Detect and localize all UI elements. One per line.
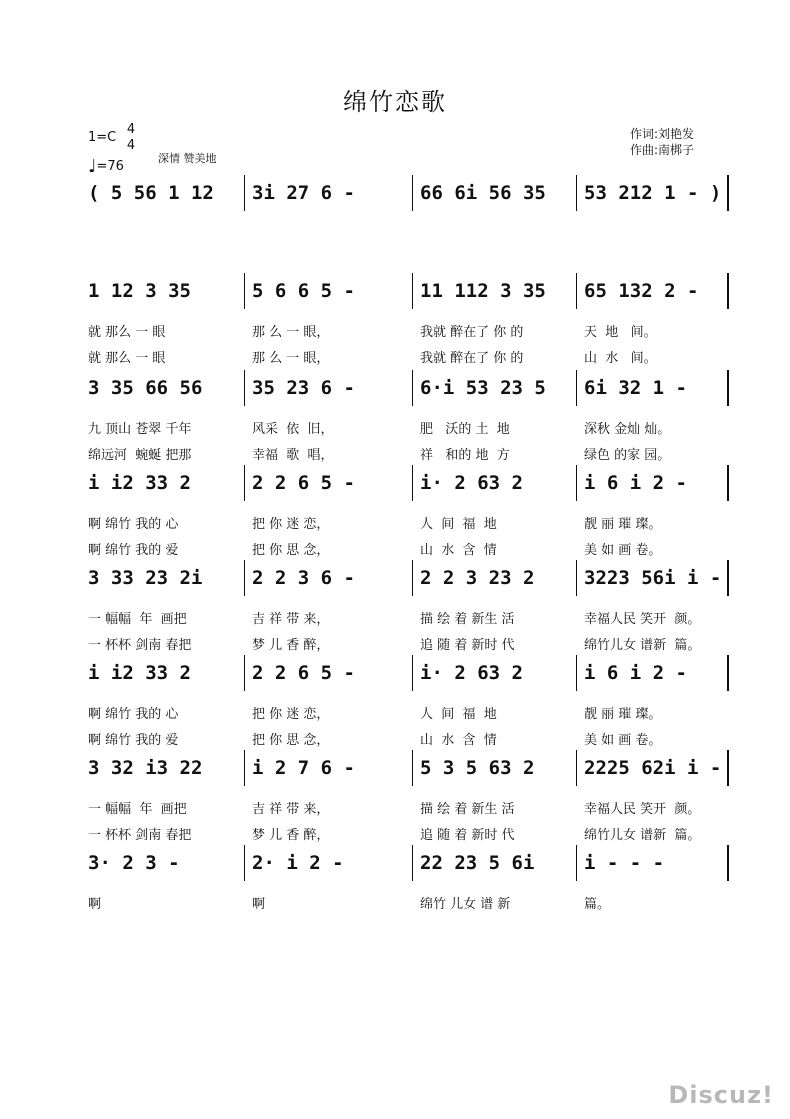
- lyric-line: 啊 绵竹 我的 爱: [88, 733, 179, 748]
- lyric-line: 啊: [252, 897, 266, 912]
- measure: ( 5 56 1 12: [88, 182, 214, 204]
- lyric-line: 啊 绵竹 我的 心: [88, 517, 179, 532]
- lyric-line: 靓 丽 璀 璨。: [584, 517, 662, 532]
- lyric-line: 描 绘 着 新生 活: [420, 612, 515, 627]
- bar-line: [727, 845, 729, 881]
- bar-line: [244, 845, 245, 881]
- measure: 2 2 6 5 -: [252, 472, 355, 494]
- bar-line: [412, 845, 413, 881]
- measure: 1 12 3 35: [88, 280, 191, 302]
- lyric-line: 追 随 着 新时 代: [420, 828, 515, 843]
- bar-line: [727, 465, 729, 501]
- measure: 3i 27 6 -: [252, 182, 355, 204]
- lyric-line: 绵竹 儿女 谱 新: [420, 897, 511, 912]
- lyric-line: 人 间 福 地: [420, 517, 497, 532]
- bar-line: [244, 560, 245, 596]
- lyric-line: 那 么 一 眼，: [252, 325, 330, 340]
- measure: 11 112 3 35: [420, 280, 546, 302]
- measure: 5 3 5 63 2: [420, 757, 535, 779]
- bar-line: [412, 750, 413, 786]
- lyric-line: 祥 和的 地 方: [420, 448, 510, 463]
- song-title: 绵竹恋歌: [343, 88, 447, 116]
- measure: 3 35 66 56: [88, 377, 203, 399]
- lyric-line: 梦 儿 香 醉，: [252, 828, 330, 843]
- bar-line: [244, 370, 245, 406]
- measure: i 6 i 2 -: [584, 472, 687, 494]
- notes-row: [80, 370, 730, 406]
- measure: 3· 2 3 -: [88, 852, 180, 874]
- lyric-line: 啊 绵竹 我的 心: [88, 707, 179, 722]
- bar-line: [576, 845, 577, 881]
- lyric-line: 一 幅幅 年 画把: [88, 612, 187, 627]
- lyric-line: 就 那么 一 眼: [88, 351, 166, 366]
- notes-row: [80, 465, 730, 501]
- bar-line: [727, 175, 729, 211]
- lyric-line: 吉 祥 带 来，: [252, 612, 330, 627]
- bar-line: [576, 750, 577, 786]
- notes-row: [80, 655, 730, 691]
- bar-line: [576, 175, 577, 211]
- bar-line: [727, 370, 729, 406]
- measure: 2225 62i i -: [584, 757, 722, 779]
- bar-line: [244, 465, 245, 501]
- lyric-line: 那 么 一 眼，: [252, 351, 330, 366]
- lyric-line: 幸福人民 笑开 颜。: [584, 612, 701, 627]
- bar-line: [727, 655, 729, 691]
- lyric-line: 把 你 迷 恋，: [252, 707, 330, 722]
- time-signature: [124, 122, 138, 154]
- measure: i 2 7 6 -: [252, 757, 355, 779]
- bar-line: [412, 560, 413, 596]
- lyric-line: 山 水 含 情: [420, 543, 497, 558]
- lyric-line: 把 你 思 念，: [252, 733, 330, 748]
- notes-row: [80, 273, 730, 309]
- tempo-marking: [88, 154, 124, 175]
- lyric-line: 天 地 间。: [584, 325, 657, 340]
- measure: 2 2 6 5 -: [252, 662, 355, 684]
- measure: 6i 32 1 -: [584, 377, 687, 399]
- notes-row: [80, 560, 730, 596]
- lyric-line: 啊: [88, 897, 102, 912]
- measure: 66 6i 56 35: [420, 182, 546, 204]
- lyric-line: 我就 醉在了 你 的: [420, 351, 524, 366]
- measure: 3 32 i3 22: [88, 757, 203, 779]
- lyric-line: 一 杯杯 剑南 春把: [88, 828, 192, 843]
- lyric-line: 山 水 间。: [584, 351, 657, 366]
- composer-credit: 作曲:南梆子: [630, 143, 695, 157]
- bar-line: [412, 273, 413, 309]
- measure: 35 23 6 -: [252, 377, 355, 399]
- bar-line: [576, 273, 577, 309]
- bar-line: [727, 560, 729, 596]
- measure: i· 2 63 2: [420, 472, 523, 494]
- lyric-line: 梦 儿 香 醉，: [252, 638, 330, 653]
- lyric-line: 我就 醉在了 你 的: [420, 325, 524, 340]
- bar-line: [412, 175, 413, 211]
- lyric-line: 篇。: [584, 897, 611, 912]
- lyric-line: 山 水 含 情: [420, 733, 497, 748]
- measure: 2· i 2 -: [252, 852, 344, 874]
- lyric-line: 肥 沃的 土 地: [420, 422, 510, 437]
- measure: i 6 i 2 -: [584, 662, 687, 684]
- measure: i i2 33 2: [88, 472, 191, 494]
- lyric-line: 幸福 歌 唱，: [252, 448, 334, 463]
- lyric-line: 吉 祥 带 来，: [252, 802, 330, 817]
- bar-line: [244, 655, 245, 691]
- notes-row: [80, 750, 730, 786]
- measure: 22 23 5 6i: [420, 852, 535, 874]
- lyric-line: 就 那么 一 眼: [88, 325, 166, 340]
- lyric-line: 绵竹儿女 谱新 篇。: [584, 638, 701, 653]
- key-signature: 1=C: [88, 130, 117, 145]
- notes-row: [80, 845, 730, 881]
- bar-line: [576, 655, 577, 691]
- measure: 5 6 6 5 -: [252, 280, 355, 302]
- measure: i i2 33 2: [88, 662, 191, 684]
- time-denominator: 4: [126, 138, 136, 153]
- bar-line: [727, 750, 729, 786]
- watermark-logo: Discuz!: [668, 1081, 774, 1109]
- bar-line: [576, 560, 577, 596]
- measure: i· 2 63 2: [420, 662, 523, 684]
- bar-line: [244, 175, 245, 211]
- time-numerator: 4: [126, 122, 136, 137]
- measure: 6·i 53 23 5: [420, 377, 546, 399]
- bar-line: [576, 370, 577, 406]
- measure: 2 2 3 6 -: [252, 567, 355, 589]
- notes-row: [80, 175, 730, 211]
- measure: 65 132 2 -: [584, 280, 699, 302]
- lyric-line: 人 间 福 地: [420, 707, 497, 722]
- lyric-line: 追 随 着 新时 代: [420, 638, 515, 653]
- lyric-line: 绵远河 蜿蜒 把那: [88, 448, 192, 463]
- lyric-line: 九 顶山 苍翠 千年: [88, 422, 192, 437]
- measure: 2 2 3 23 2: [420, 567, 535, 589]
- tempo-value: =76: [96, 159, 124, 174]
- lyricist-credit: 作词:刘艳发: [630, 127, 695, 141]
- measure: 53 212 1 - ): [584, 182, 722, 204]
- bar-line: [412, 465, 413, 501]
- lyric-line: 绿色 的家 园。: [584, 448, 671, 463]
- lyric-line: 深秋 金灿 灿。: [584, 422, 671, 437]
- bar-line: [576, 465, 577, 501]
- bar-line: [412, 655, 413, 691]
- lyric-line: 一 幅幅 年 画把: [88, 802, 187, 817]
- expression-marking: 深情 赞美地: [158, 152, 217, 165]
- lyric-line: 啊 绵竹 我的 爱: [88, 543, 179, 558]
- lyric-line: 一 杯杯 剑南 春把: [88, 638, 192, 653]
- lyric-line: 美 如 画 卷。: [584, 733, 662, 748]
- measure: 3223 56i i -: [584, 567, 722, 589]
- quarter-note-icon: ♩: [88, 156, 97, 177]
- measure: i - - -: [584, 852, 665, 874]
- measure: 3 33 23 2i: [88, 567, 203, 589]
- bar-line: [244, 273, 245, 309]
- bar-line: [412, 370, 413, 406]
- lyric-line: 描 绘 着 新生 活: [420, 802, 515, 817]
- lyric-line: 风采 依 旧，: [252, 422, 334, 437]
- bar-line: [727, 273, 729, 309]
- lyric-line: 把 你 思 念，: [252, 543, 330, 558]
- lyric-line: 靓 丽 璀 璨。: [584, 707, 662, 722]
- lyric-line: 美 如 画 卷。: [584, 543, 662, 558]
- lyric-line: 幸福人民 笑开 颜。: [584, 802, 701, 817]
- lyric-line: 把 你 迷 恋，: [252, 517, 330, 532]
- credits: [630, 126, 694, 158]
- bar-line: [244, 750, 245, 786]
- lyric-line: 绵竹儿女 谱新 篇。: [584, 828, 701, 843]
